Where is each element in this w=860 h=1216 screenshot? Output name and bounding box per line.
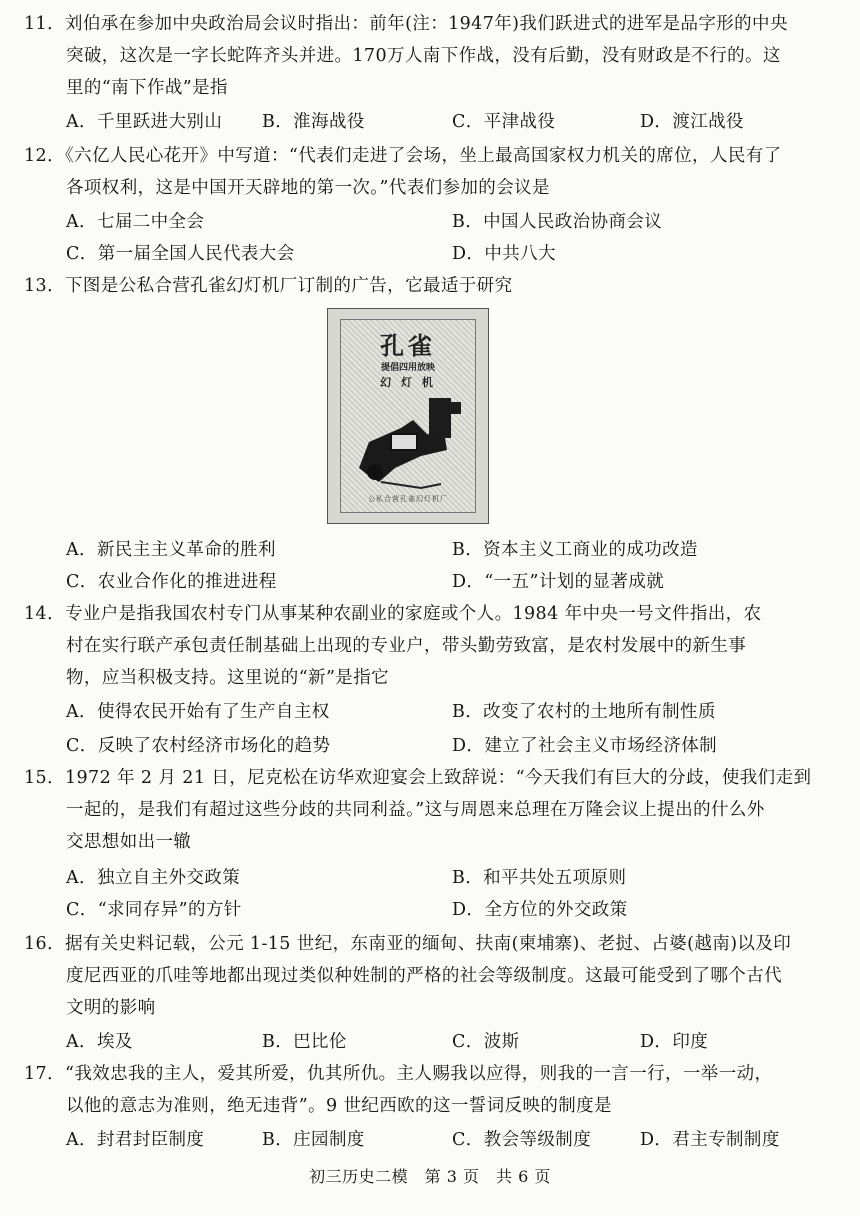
page-footer: 初三历史二模 第 3 页 共 6 页 bbox=[309, 1167, 551, 1186]
question-12-option-a[interactable]: A．七届二中全会 bbox=[66, 212, 205, 232]
question-15-option-d[interactable]: D．全方位的外交政策 bbox=[452, 900, 628, 920]
question-17-line-2: 以他的意志为准则，绝无违背”。9 世纪西欧的这一誓词反映的制度是 bbox=[66, 1096, 612, 1116]
question-15 bbox=[24, 762, 836, 858]
question-14-option-b[interactable]: B．改变了农村的土地所有制性质 bbox=[452, 702, 716, 722]
question-14 bbox=[24, 598, 836, 694]
question-12-option-c[interactable]: C．第一届全国人民代表大会 bbox=[66, 244, 295, 264]
question-14-option-d[interactable]: D．建立了社会主义市场经济体制 bbox=[452, 736, 718, 756]
question-16-option-c[interactable]: C．波斯 bbox=[452, 1032, 520, 1052]
question-12-line-1: 12．《六亿人民心花开》中写道：“代表们走进了会场，坐上最高国家权力机关的席位，人民有了 bbox=[24, 146, 782, 166]
question-11-option-d[interactable]: D．渡江战役 bbox=[640, 112, 744, 132]
advertisement-product: 幻 灯 机 bbox=[380, 376, 436, 389]
question-15-option-b[interactable]: B．和平共处五项原则 bbox=[452, 868, 627, 888]
question-16-line-3: 文明的影响 bbox=[66, 998, 156, 1018]
question-17-option-a[interactable]: A．封君封臣制度 bbox=[66, 1130, 205, 1150]
question-11-line-3: 里的“南下作战”是指 bbox=[66, 78, 228, 98]
advertisement-slogan: 提倡四用放映 bbox=[380, 363, 435, 373]
question-17-option-c[interactable]: C．教会等级制度 bbox=[452, 1130, 592, 1150]
question-12 bbox=[24, 140, 836, 204]
question-16-line-1: 16．据有关史料记载，公元 1-15 世纪，东南亚的缅甸、扶南(柬埔寨)、老挝、占婆(越南)以及印 bbox=[24, 934, 792, 954]
question-13-line-1: 13．下图是公私合营孔雀幻灯机厂订制的广告，它最适于研究 bbox=[24, 276, 513, 296]
question-17-line-1: 17．“我效忠我的主人，爱其所爱，仇其所仇。主人赐我以应得，则我的一言一行，一举一动， bbox=[24, 1064, 773, 1084]
question-16 bbox=[24, 928, 836, 1024]
question-15-option-c[interactable]: C．“求同存异”的方针 bbox=[66, 900, 242, 920]
question-16-option-d[interactable]: D．印度 bbox=[640, 1032, 709, 1052]
advertisement-maker: 公私合营孔雀幻灯机厂 bbox=[368, 495, 448, 503]
question-14-line-3: 物，应当积极支持。这里说的“新”是指它 bbox=[66, 668, 389, 688]
question-16-option-a[interactable]: A．埃及 bbox=[66, 1032, 133, 1052]
question-11-option-a[interactable]: A．千里跃进大别山 bbox=[66, 112, 223, 132]
question-14-line-2: 村在实行联产承包责任制基础上出现的专业户，带头勤劳致富，是农村发展中的新生事 bbox=[66, 636, 747, 656]
advertisement-brand: 孔雀 bbox=[380, 331, 436, 360]
question-14-line-1: 14．专业户是指我国农村专门从事某种农副业的家庭或个人。1984 年中央一号文件指出，农 bbox=[24, 604, 762, 624]
projector-illustration bbox=[351, 398, 465, 490]
question-16-option-b[interactable]: B．巴比伦 bbox=[262, 1032, 347, 1052]
question-15-line-3: 交思想如出一辙 bbox=[66, 832, 192, 852]
question-15-option-a[interactable]: A．独立自主外交政策 bbox=[66, 868, 241, 888]
question-16-line-2: 度尼西亚的爪哇等地都出现过类似种姓制的严格的社会等级制度。这最可能受到了哪个古代 bbox=[66, 966, 782, 986]
question-17-option-d[interactable]: D．君主专制制度 bbox=[640, 1130, 780, 1150]
question-14-option-c[interactable]: C．反映了农村经济市场化的趋势 bbox=[66, 736, 331, 756]
question-11-line-1: 11．刘伯承在参加中央政治局会议时指出：前年(注：1947年)我们跃进式的进军是品字形的中央 bbox=[24, 14, 788, 34]
question-13-option-c[interactable]: C．农业合作化的推进进程 bbox=[66, 572, 277, 592]
question-13-option-a[interactable]: A．新民主主义革命的胜利 bbox=[66, 540, 276, 560]
question-15-line-1: 15．1972 年 2 月 21 日，尼克松在访华欢迎宴会上致辞说：“今天我们有巨大的分歧，使我们走到 bbox=[24, 768, 812, 788]
question-11-line-2: 突破，这次是一字长蛇阵齐头并进。170万人南下作战，没有后勤，没有财政是不行的。这 bbox=[66, 46, 781, 66]
question-12-line-2: 各项权利，这是中国开天辟地的第一次。”代表们参加的会议是 bbox=[66, 178, 550, 198]
advertisement-image bbox=[327, 308, 489, 524]
question-17-option-b[interactable]: B．庄园制度 bbox=[262, 1130, 365, 1150]
question-15-line-2: 一起的，是我们有超过这些分歧的共同利益。”这与周恩来总理在万隆会议上提出的什么外 bbox=[66, 800, 765, 820]
question-11 bbox=[24, 8, 836, 104]
question-12-option-d[interactable]: D．中共八大 bbox=[452, 244, 556, 264]
question-13-option-b[interactable]: B．资本主义工商业的成功改造 bbox=[452, 540, 698, 560]
question-14-option-a[interactable]: A．使得农民开始有了生产自主权 bbox=[66, 702, 330, 722]
question-13-option-d[interactable]: D．“一五”计划的显著成就 bbox=[452, 572, 665, 592]
question-11-option-c[interactable]: C．平津战役 bbox=[452, 112, 556, 132]
question-13 bbox=[24, 270, 836, 302]
question-11-option-b[interactable]: B．淮海战役 bbox=[262, 112, 365, 132]
question-17 bbox=[24, 1058, 836, 1122]
question-12-option-b[interactable]: B．中国人民政治协商会议 bbox=[452, 212, 663, 232]
advertisement-panel bbox=[340, 319, 476, 513]
